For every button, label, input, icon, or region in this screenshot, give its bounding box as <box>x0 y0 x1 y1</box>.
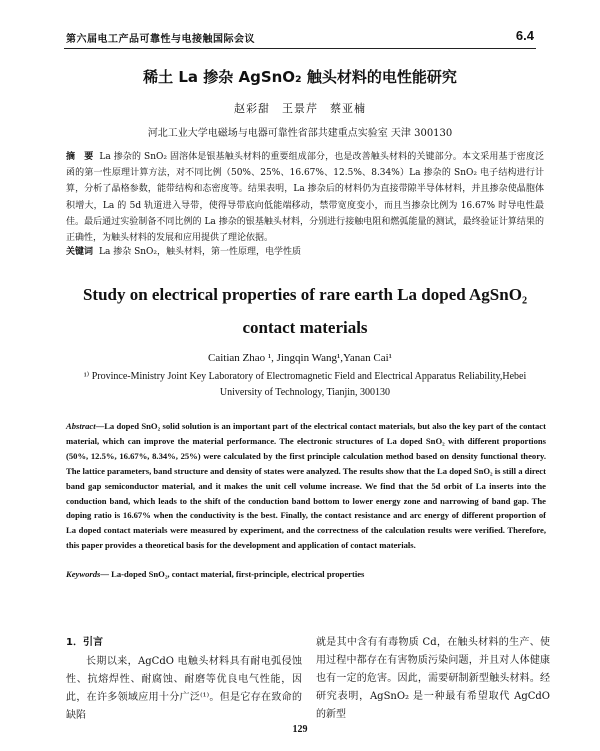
running-header-conference: 第六届电工产品可靠性与电接触国际会议 <box>66 34 255 45</box>
english-title: Study on electrical properties of rare earth La doped AgSnO₂ contact materials <box>82 285 528 337</box>
page-number: 129 <box>292 724 308 735</box>
introduction-paragraph-left: 长期以来，AgCdO 电触头材料具有耐电弧侵蚀性、抗熔焊性、耐腐蚀、耐磨等优良电气性能，因此，在许多领域应用十分广泛⁽¹⁾。但是它存在致命的缺陷 <box>66 656 302 721</box>
chinese-keywords-text: La 掺杂 SnO₂，触头材料，第一性原理，电学性质 <box>99 247 302 257</box>
body-column-right <box>316 634 550 724</box>
english-abstract <box>66 419 546 553</box>
chinese-abstract <box>66 149 544 246</box>
chinese-title: 稀土 La 掺杂 AgSnO₂ 触头材料的电性能研究 <box>143 68 457 86</box>
body-column-left <box>66 634 302 725</box>
english-authors: Caitian Zhao ¹, Jingqin Wang¹,Yanan Cai¹ <box>208 352 392 364</box>
english-abstract-label: Abstract <box>66 421 96 431</box>
chinese-abstract-label: 摘 要 <box>66 152 94 162</box>
english-keywords <box>66 569 546 579</box>
chinese-authors: 赵彩甜 王景芹 蔡亚楠 <box>234 102 366 115</box>
chinese-affiliation: 河北工业大学电磁场与电器可靠性省部共建重点实验室 天津 300130 <box>147 128 453 139</box>
chinese-keywords <box>66 244 544 257</box>
chinese-keywords-label: 关键词 <box>66 247 94 257</box>
english-keywords-label: Keywords <box>66 569 101 579</box>
header-divider <box>64 48 536 49</box>
section-heading-introduction: 1．引言 <box>66 637 103 648</box>
english-affiliation: ¹⁾ Province-Ministry Joint Key Laboratory of Electromagnetic Field and Electrical Apparatus Reliability,Hebei University of Technology, Tianjin, 300130 <box>83 371 527 398</box>
chinese-abstract-text: La 掺杂的 SnO₂ 固溶体是银基触头材料的重要组成部分，也是改善触头材料的关键部分。本文采用基于密度泛函的第一性原理计算方法，对不同比例（50%、25%、16.67%、12.5%、8.34%）La 掺杂的 SnO₂ 电子结构进行计算，分析了晶格参数，能带结构和态密度等。结果表明，La 掺杂后的材料仍为直接带隙半导体材料，并且掺杂使晶胞体积增大，La 的 5d 轨道进入导带，使得导带底向低能端移动，禁带宽度变小，而且当掺杂比例为 16.67% 时导电性最佳。最后通过实验制备不同比例的 La 掺杂的银基触头材料，分别进行接触电阻和燃弧能量的测试，最终验证计算结果的正确性，为触头材料的发展和应用提供了理论依据。 <box>66 152 544 244</box>
english-abstract-text: —La doped SnO₂ solid solution is an important part of the electrical contact materials, but also the key part of the contact material, which can improve the material performance. The electronic structures of La doped SnO₂ with different proportions (50%, 12.5%, 16.67%, 8.34%, 25%) were calculated by the first principle calculation method based on density functional theory. The lattice parameters, band structure and density of states were analyzed. The results show that the La doped SnO₂ is still a direct band gap semiconductor material, and it makes the unit cell volume increase. We find that the 5d orbit of La inserts into the conduction band, which leads to the shift of the conduction band bottom to lower energy zone and narrowing of band gap. The doping ratio is 16.67% when the conductivity is the best. Finally, the contact resistance and arc energy of different proportion of La doped contact materials were measured by experiment, and the correctness of the calculation results were verified. Therefore, this paper provides a theoretical basis for the development and application of contact materials. <box>66 421 546 551</box>
running-header-section: 6.4 <box>515 28 534 43</box>
introduction-paragraph-right: 就是其中含有有毒物质 Cd，在触头材料的生产、使用过程中都存在有害物质污染问题，并且对人体健康也有一定的危害。因此，需要研制新型触头材料。经研究表明，AgSnO₂ 是一种最有希望取代 AgCdO 的新型 <box>316 637 550 720</box>
english-keywords-text: — La-doped SnO₂, contact material, first-principle, electrical properties <box>100 569 365 579</box>
